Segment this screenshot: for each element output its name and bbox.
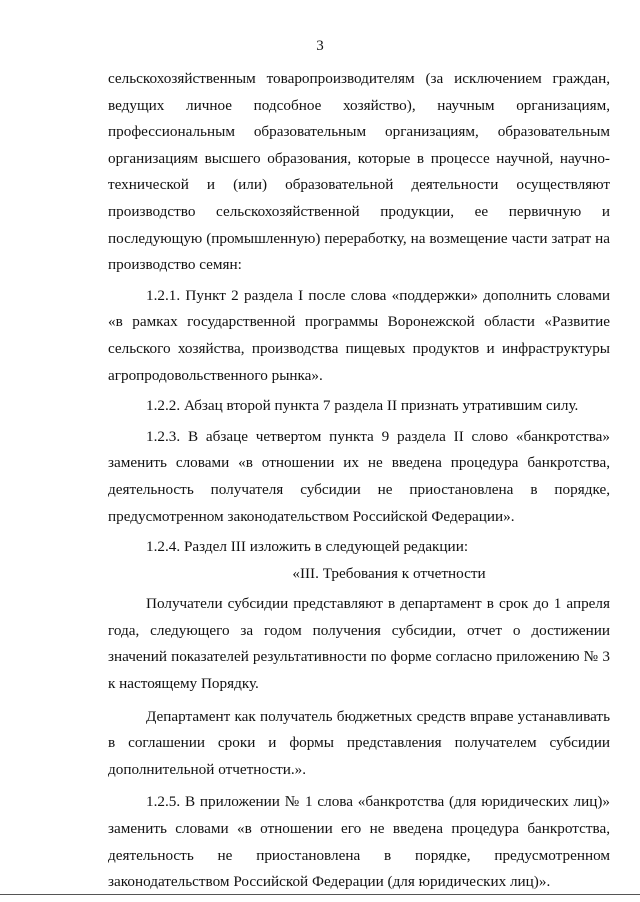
bottom-divider — [0, 894, 640, 895]
page-number: 3 — [316, 38, 324, 54]
paragraph-1-2-5: 1.2.5. В приложении № 1 слова «банкротства (для юридических лиц)» заменить словами «в отношении его не введена процедура банкротства, деятельность не приостановлена в порядке, предусмотренном законодательством Российской Федерации (для юридических лиц)». — [108, 793, 610, 891]
paragraph-additional-reporting: Департамент как получатель бюджетных средств вправе устанавливать в соглашении сроки и формы представления получателем субсидии дополнительной отчетности.». — [108, 707, 610, 778]
paragraph-reporting-deadline: Получатели субсидии представляют в департамент в срок до 1 апреля года, следующего за годом получения субсидии, отчет о достижении значений показателей результативности по форме согласно приложению № 3 к настоящему Порядку. — [108, 595, 610, 693]
document-body — [108, 66, 610, 896]
section-heading: «III. Требования к отчетности — [292, 564, 486, 582]
paragraph-1-2-1: 1.2.1. Пункт 2 раздела I после слова «поддержки» дополнить словами «в рамках государственной программы Воронежской области «Развитие сельского хозяйства, производства пищевых продуктов и инфраструктуры агропродовольственного рынка». — [108, 286, 610, 384]
paragraph-1-2-3: 1.2.3. В абзаце четвертом пункта 9 раздела II слово «банкротства» заменить словами «в отношении их не введена процедура банкротства, деятельность получателя субсидии не приостановлена в порядке, предусмотренном законодательством Российской Федерации». — [108, 427, 610, 525]
paragraph-1-2-4: 1.2.4. Раздел III изложить в следующей редакции: — [146, 538, 469, 556]
paragraph-continuation: сельскохозяйственным товаропроизводителям (за исключением граждан, ведущих личное подсобное хозяйство), научным организациям, профессиональным образовательным организациям, образовательным организациям высшего образования, которые в процессе научной, научно-технической и (или) образовательной деятельности осуществляют производство сельскохозяйственной продукции, ее первичную и последующую (промышленную) переработку, на возмещение части затрат на производство семян: — [108, 70, 610, 274]
paragraph-1-2-2: 1.2.2. Абзац второй пункта 7 раздела II признать утратившим силу. — [146, 397, 579, 415]
